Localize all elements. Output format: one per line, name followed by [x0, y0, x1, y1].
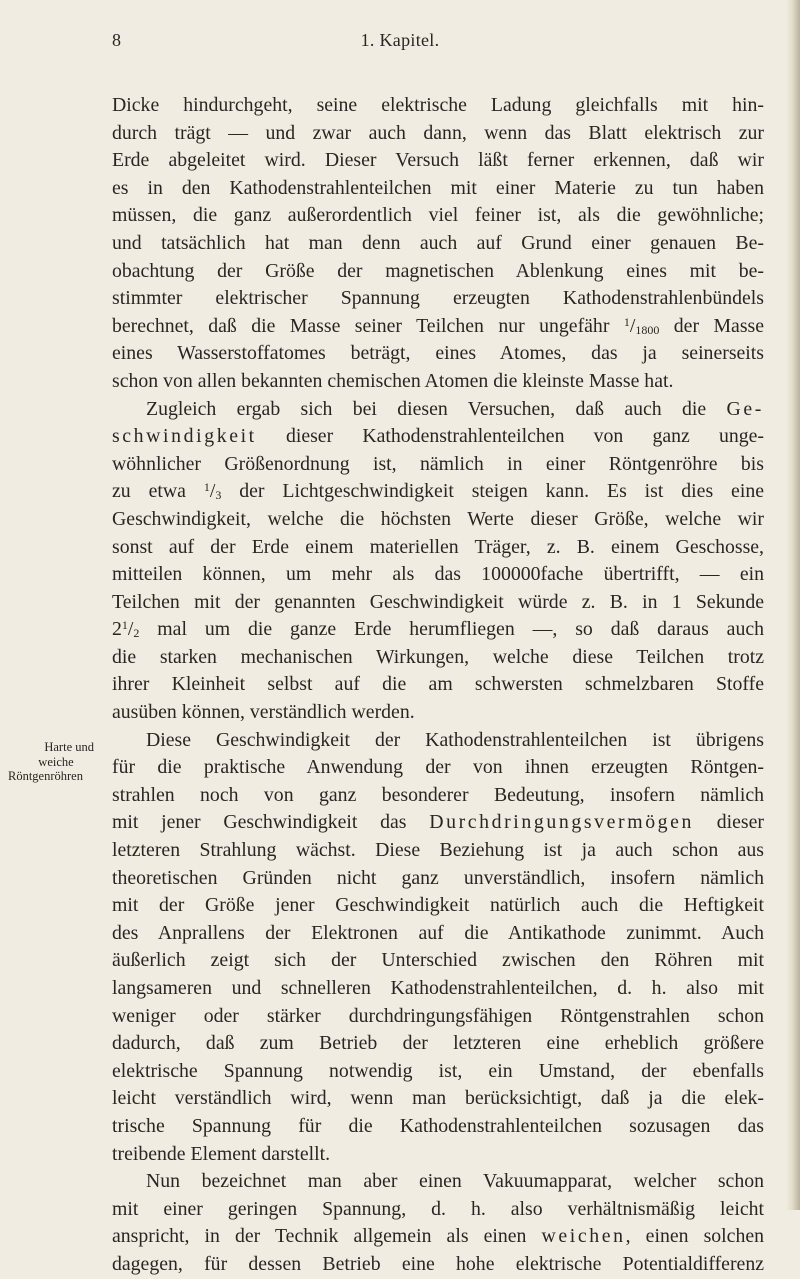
- margin-note: [6, 740, 106, 784]
- page-header: [0, 30, 800, 56]
- text-line: leicht verständlich wird, wenn man berücksichtigt, daß ja die elek-: [112, 1087, 764, 1110]
- fraction-denominator: 2: [133, 626, 140, 641]
- text-line: für die praktische Anwendung der von ihnen erzeugten Röntgen-: [112, 756, 764, 779]
- text-line: mit einer geringen Spannung, d. h. also verhältnismäßig leicht: [112, 1197, 764, 1220]
- fraction-numerator: 1: [121, 618, 128, 633]
- running-head: 1. Kapitel.: [360, 30, 440, 50]
- text-line: und tatsächlich hat man denn auch auf Grund einer genauen Be-: [112, 231, 764, 254]
- text-line: Dicke hindurchgeht, seine elektrische Ladung gleichfalls mit hin-: [112, 94, 764, 116]
- text-line: stimmter elektrischer Spannung erzeugten Kathodenstrahlenbündels: [112, 287, 764, 310]
- emphasis-text: Durchdringungsvermögen: [429, 811, 695, 834]
- text-line: äußerlich zeigt sich der Unterschied zwischen den Röhren mit: [112, 949, 764, 972]
- text-line: dadurch, daß zum Betrieb der letzteren eine erheblich größere: [112, 1032, 764, 1055]
- text-line: dagegen, für dessen Betrieb eine hohe elektrische Potentialdifferenz: [112, 1252, 764, 1275]
- text-line: Nun bezeichnet man aber einen Vakuumapparat, welcher schon: [146, 1170, 764, 1193]
- margin-note-line-3: Röntgenröhren: [8, 769, 83, 783]
- text-line: die starken mechanischen Wirkungen, welche diese Teilchen trotz: [112, 645, 764, 668]
- text-line: berechnet, daß die Masse seiner Teilchen nur ungefähr $^1/_{1800}$ der Masse: [112, 314, 764, 337]
- text-line: des Anprallens der Elektronen auf die Antikathode zunimmt. Auch: [112, 921, 764, 944]
- margin-note-line-2: weiche: [38, 754, 74, 769]
- text-line: letzteren Strahlung wächst. Diese Beziehung ist ja auch schon aus: [112, 839, 764, 862]
- text-line: sonst auf der Erde einem materiellen Träger, z. B. einem Geschosse,: [112, 535, 764, 558]
- body-text: [112, 92, 764, 1279]
- text-line: ihrer Kleinheit selbst auf die am schwersten schmelzbaren Stoffe: [112, 673, 764, 696]
- text-line: mit der Größe jener Geschwindigkeit natürlich auch die Heftigkeit: [112, 894, 764, 917]
- text-line: Geschwindigkeit, welche die höchsten Werte dieser Größe, welche wir: [112, 507, 764, 530]
- emphasis-text: schwindigkeit: [112, 425, 257, 448]
- text-line: müssen, die ganz außerordentlich viel feiner ist, als die gewöhnliche;: [112, 204, 764, 227]
- text-line: schon von allen bekannten chemischen Atomen die kleinste Masse hat.: [112, 369, 674, 392]
- page-edge-shadow: [786, 0, 800, 1210]
- page-number: 8: [112, 30, 121, 50]
- text-line: treibende Element darstellt.: [112, 1142, 331, 1165]
- text-line: $2^1/_2$ mal um die ganze Erde herumfliegen —, so daß daraus auch: [112, 618, 764, 641]
- text-line: obachtung der Größe der magnetischen Ablenkung eines mit be-: [112, 259, 764, 282]
- fraction-denominator: 3: [215, 488, 222, 503]
- text-line: es in den Kathodenstrahlenteilchen mit einer Materie zu tun haben: [112, 176, 764, 199]
- text-line: wöhnlicher Größenordnung ist, nämlich in einer Röntgenröhre bis: [112, 452, 764, 475]
- margin-note-line-1: Harte und: [44, 740, 94, 754]
- emphasis-text: weichen: [541, 1225, 626, 1248]
- emphasis-text: Ge-: [726, 397, 764, 420]
- text-line: elektrische Spannung notwendig ist, ein Umstand, der ebenfalls: [112, 1059, 764, 1082]
- text-line: trische Spannung für die Kathodenstrahlenteilchen sozusagen das: [112, 1114, 764, 1137]
- fraction-numerator: 1: [203, 480, 210, 495]
- text-line: ausüben können, verständlich werden.: [112, 701, 415, 724]
- text-line: Zugleich ergab sich bei diesen Versuchen, daß auch die Ge-: [146, 397, 764, 420]
- text-line: theoretischen Gründen nicht ganz unverständlich, insofern nämlich: [112, 866, 764, 889]
- text-line: Erde abgeleitet wird. Dieser Versuch läßt ferner erkennen, daß wir: [112, 149, 764, 172]
- text-line: mitteilen können, um mehr als das 100000fache übertrifft, — ein: [112, 563, 764, 586]
- text-line: eines Wasserstoffatomes beträgt, eines Atomes, das ja seinerseits: [112, 342, 764, 365]
- text-line: anspricht, in der Technik allgemein als einen weichen, einen solchen: [112, 1225, 765, 1248]
- fraction-denominator: 1800: [635, 322, 660, 337]
- fraction-numerator: 1: [623, 314, 630, 329]
- text-line: zu etwa $^1/_3$ der Lichtgeschwindigkeit steigen kann. Es ist dies eine: [112, 480, 764, 503]
- text-line: Diese Geschwindigkeit der Kathodenstrahlenteilchen ist übrigens: [146, 728, 764, 751]
- text-line: weniger oder stärker durchdringungsfähigen Röntgenstrahlen schon: [112, 1004, 764, 1027]
- text-line: Teilchen mit der genannten Geschwindigkeit würde z. B. in 1 Sekunde: [112, 590, 764, 613]
- text-line: langsameren und schnelleren Kathodenstrahlenteilchen, d. h. also mit: [112, 977, 764, 999]
- text-line: strahlen noch von ganz besonderer Bedeutung, insofern nämlich: [112, 783, 764, 806]
- text-line: schwindigkeit dieser Kathodenstrahlenteilchen von ganz unge-: [112, 425, 764, 448]
- text-line: mit jener Geschwindigkeit das Durchdringungsvermögen dieser: [112, 811, 764, 834]
- text-line: durch trägt — und zwar auch dann, wenn das Blatt elektrisch zur: [112, 121, 764, 144]
